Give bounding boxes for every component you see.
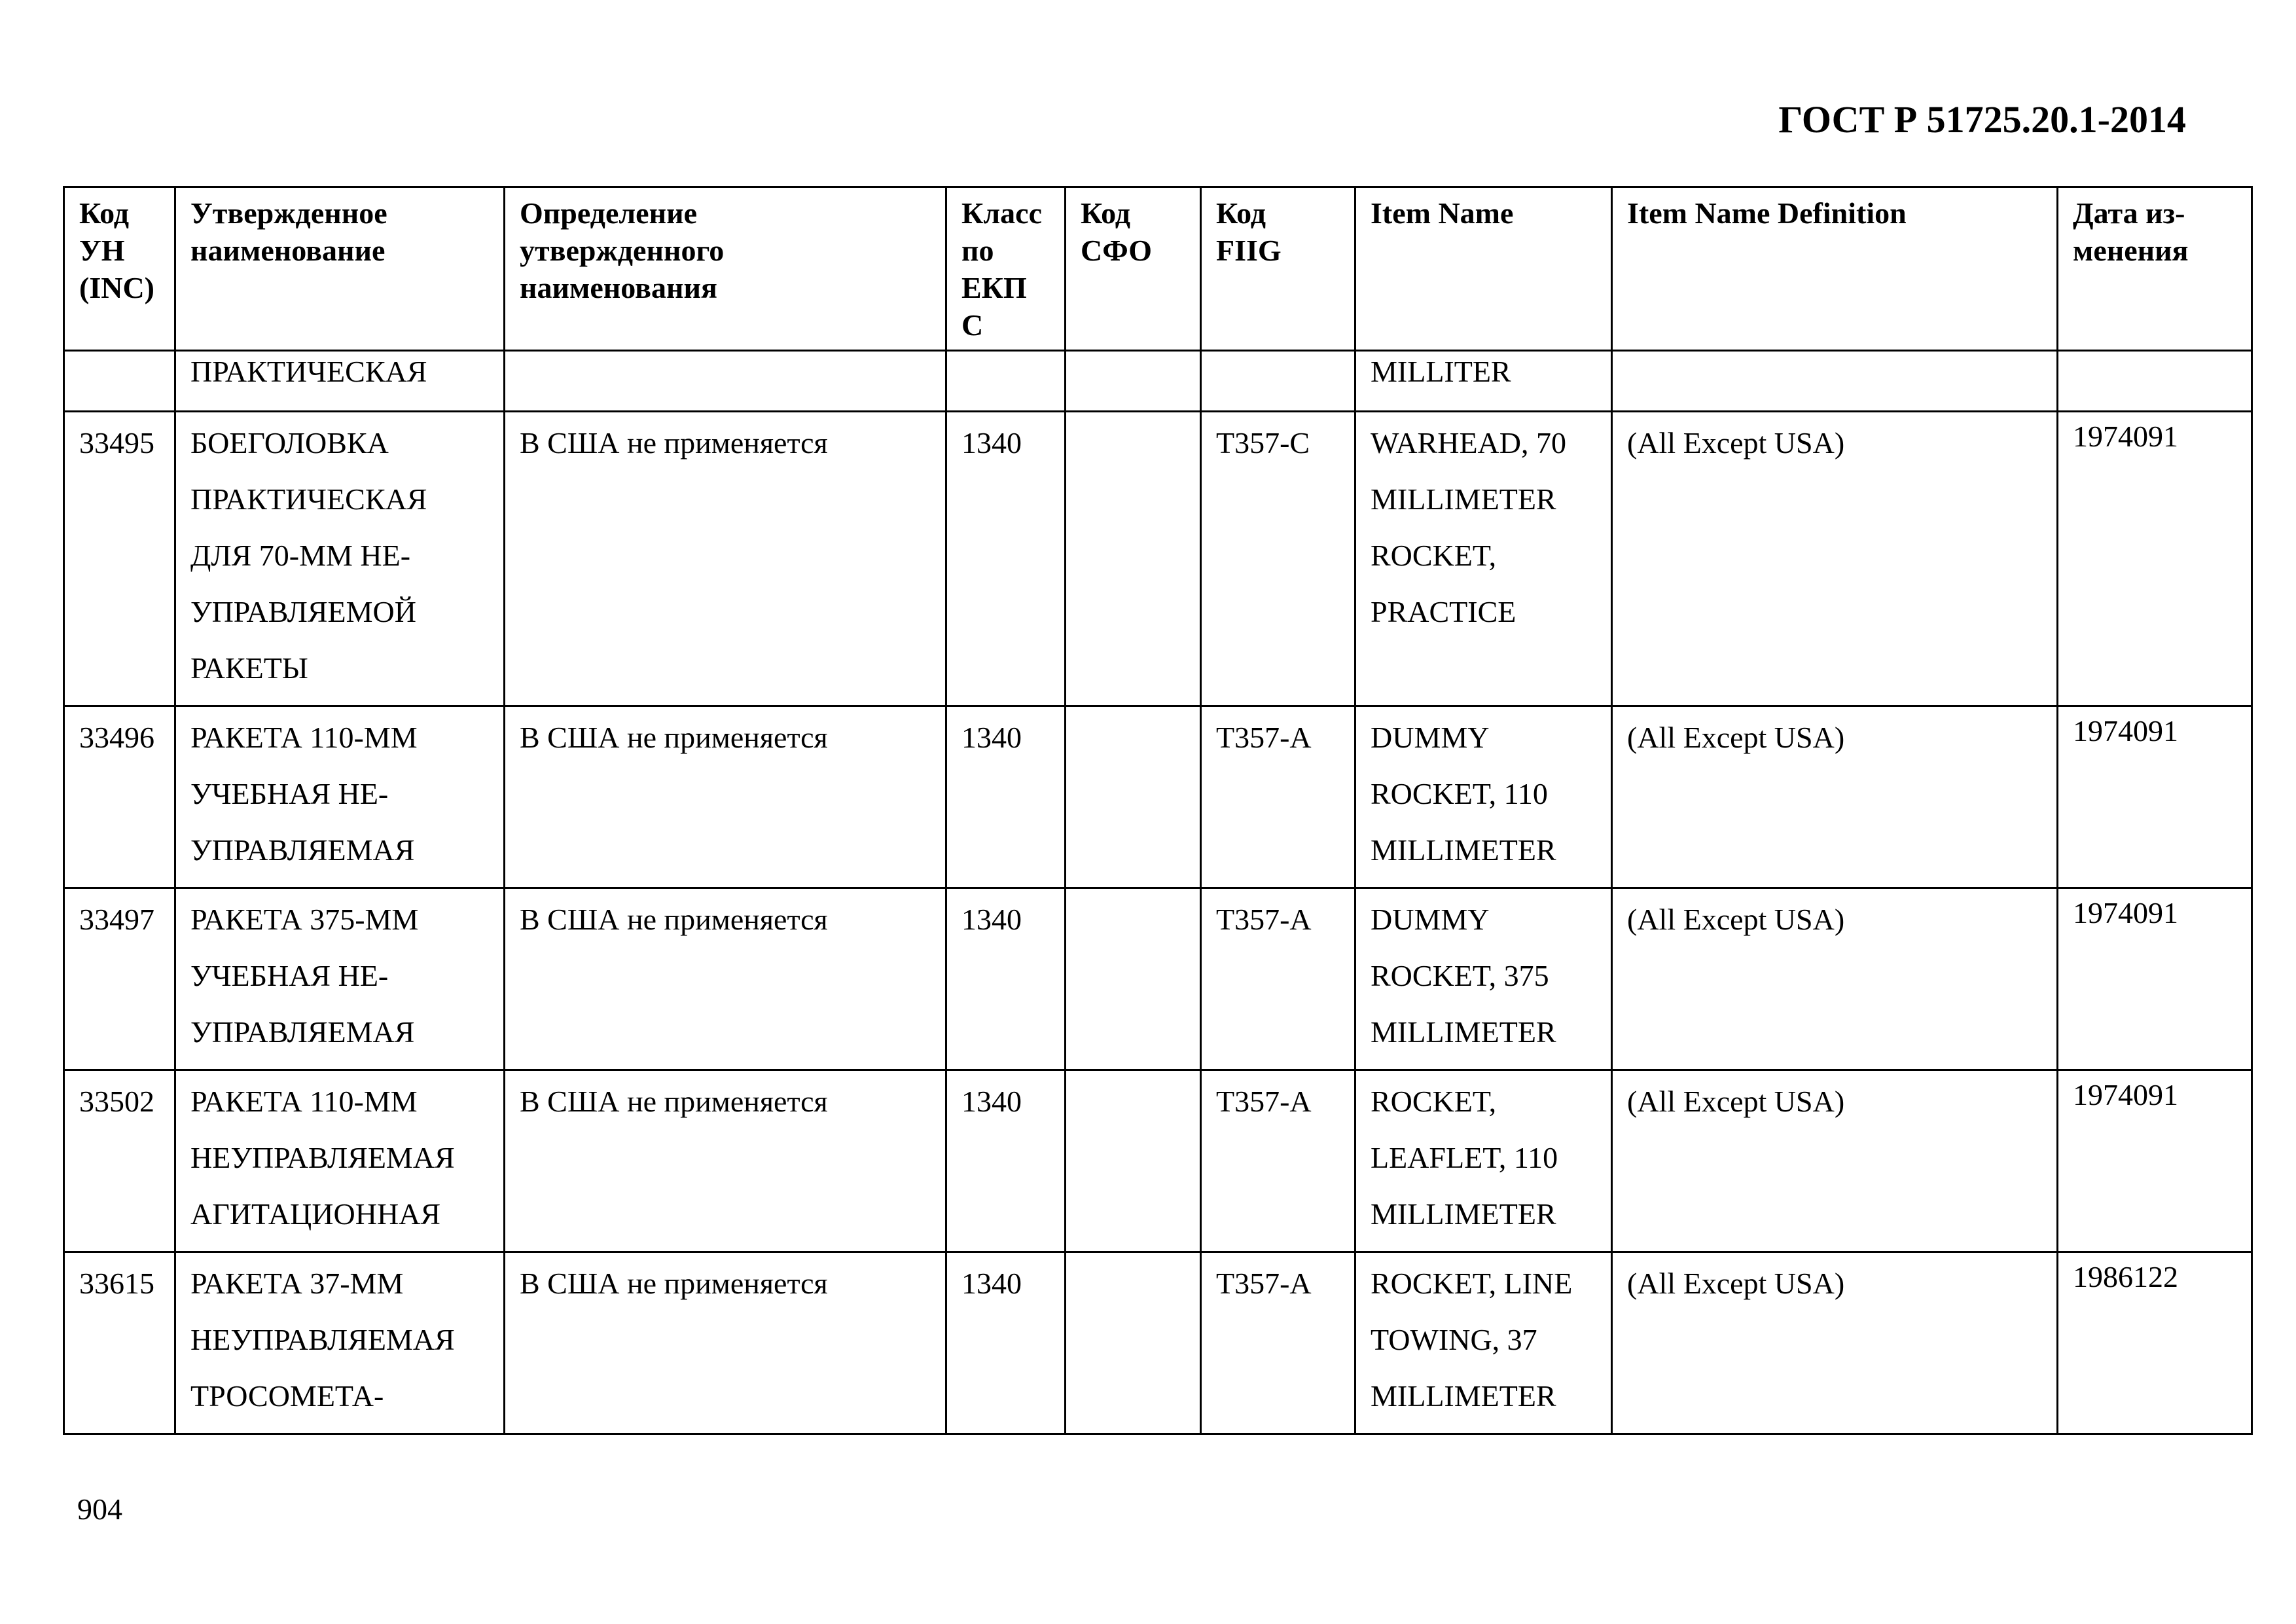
cell-approved-name: БОЕГОЛОВКА ПРАКТИЧЕСКАЯ ДЛЯ 70-ММ НЕ- УПРАВЛЯЕМОЙ РАКЕТЫ — [175, 412, 505, 706]
column-header-inc: Код УН (INC) — [64, 187, 175, 351]
cell-fiig-code: T357-A — [1201, 888, 1355, 1070]
column-header-fiig-code: Код FIIG — [1201, 187, 1355, 351]
cell-sfo-code — [1066, 1070, 1201, 1252]
cell-item-name-definition: (All Except USA) — [1612, 412, 2058, 706]
cell-fiig-code: T357-A — [1201, 1070, 1355, 1252]
cell-item-name-definition: (All Except USA) — [1612, 888, 2058, 1070]
page-number: 904 — [77, 1492, 122, 1526]
cell-inc: 33496 — [64, 706, 175, 888]
cell-item-name: ROCKET, LEAFLET, 110 MILLIMETER — [1355, 1070, 1612, 1252]
cell-sfo-code — [1066, 412, 1201, 706]
document-standard-code: ГОСТ Р 51725.20.1-2014 — [1778, 98, 2186, 141]
cell-sfo-code — [1066, 706, 1201, 888]
cell-name-definition: В США не применяется — [505, 706, 946, 888]
cell-item-name-definition: (All Except USA) — [1612, 706, 2058, 888]
cell-change-date — [2058, 351, 2252, 412]
cell-approved-name: ПРАКТИЧЕСКАЯ — [175, 351, 505, 412]
cell-item-name: WARHEAD, 70 MILLIMETER ROCKET, PRACTICE — [1355, 412, 1612, 706]
cell-ekps-class — [946, 351, 1066, 412]
table-row — [64, 412, 2252, 706]
table-header-row — [64, 187, 2252, 351]
cell-change-date: 1986122 — [2058, 1252, 2252, 1434]
cell-name-definition: В США не применяется — [505, 1070, 946, 1252]
cell-item-name: ROCKET, LINE TOWING, 37 MILLIMETER — [1355, 1252, 1612, 1434]
cell-ekps-class: 1340 — [946, 706, 1066, 888]
cell-fiig-code — [1201, 351, 1355, 412]
cell-change-date: 1974091 — [2058, 1070, 2252, 1252]
cell-approved-name: РАКЕТА 37-ММ НЕУПРАВЛЯЕМАЯ ТРОСОМЕТА- — [175, 1252, 505, 1434]
cell-ekps-class: 1340 — [946, 1252, 1066, 1434]
table-row-continuation — [64, 351, 2252, 412]
cell-inc: 33615 — [64, 1252, 175, 1434]
cell-item-name: DUMMY ROCKET, 110 MILLIMETER — [1355, 706, 1612, 888]
cell-change-date: 1974091 — [2058, 888, 2252, 1070]
cell-item-name: MILLITER — [1355, 351, 1612, 412]
cell-name-definition — [505, 351, 946, 412]
table-row — [64, 1252, 2252, 1434]
column-header-name-definition: Определение утвержденного наименования — [505, 187, 946, 351]
cell-inc: 33502 — [64, 1070, 175, 1252]
cell-inc: 33497 — [64, 888, 175, 1070]
cell-item-name: DUMMY ROCKET, 375 MILLIMETER — [1355, 888, 1612, 1070]
column-header-sfo-code: Код СФО — [1066, 187, 1201, 351]
cell-sfo-code — [1066, 351, 1201, 412]
cell-item-name-definition — [1612, 351, 2058, 412]
cell-approved-name: РАКЕТА 110-ММ УЧЕБНАЯ НЕ- УПРАВЛЯЕМАЯ — [175, 706, 505, 888]
column-header-approved-name: Утвержденное наименование — [175, 187, 505, 351]
column-header-item-name-definition: Item Name Definition — [1612, 187, 2058, 351]
cell-item-name-definition: (All Except USA) — [1612, 1252, 2058, 1434]
cell-approved-name: РАКЕТА 110-ММ НЕУПРАВЛЯЕМАЯ АГИТАЦИОННАЯ — [175, 1070, 505, 1252]
table-row — [64, 888, 2252, 1070]
cell-fiig-code: T357-A — [1201, 1252, 1355, 1434]
cell-name-definition: В США не применяется — [505, 1252, 946, 1434]
cell-fiig-code: T357-C — [1201, 412, 1355, 706]
cell-sfo-code — [1066, 1252, 1201, 1434]
cell-ekps-class: 1340 — [946, 888, 1066, 1070]
cell-change-date: 1974091 — [2058, 706, 2252, 888]
cell-ekps-class: 1340 — [946, 412, 1066, 706]
cell-item-name-definition: (All Except USA) — [1612, 1070, 2058, 1252]
cell-approved-name: РАКЕТА 375-ММ УЧЕБНАЯ НЕ- УПРАВЛЯЕМАЯ — [175, 888, 505, 1070]
cell-sfo-code — [1066, 888, 1201, 1070]
cell-ekps-class: 1340 — [946, 1070, 1066, 1252]
table-row — [64, 706, 2252, 888]
cell-fiig-code: T357-A — [1201, 706, 1355, 888]
column-header-ekps-class: Класс по ЕКП С — [946, 187, 1066, 351]
item-name-catalog-table — [63, 186, 2253, 1435]
cell-name-definition: В США не применяется — [505, 412, 946, 706]
cell-change-date: 1974091 — [2058, 412, 2252, 706]
cell-inc — [64, 351, 175, 412]
cell-inc: 33495 — [64, 412, 175, 706]
cell-name-definition: В США не применяется — [505, 888, 946, 1070]
column-header-item-name: Item Name — [1355, 187, 1612, 351]
table-row — [64, 1070, 2252, 1252]
column-header-change-date: Дата из- менения — [2058, 187, 2252, 351]
